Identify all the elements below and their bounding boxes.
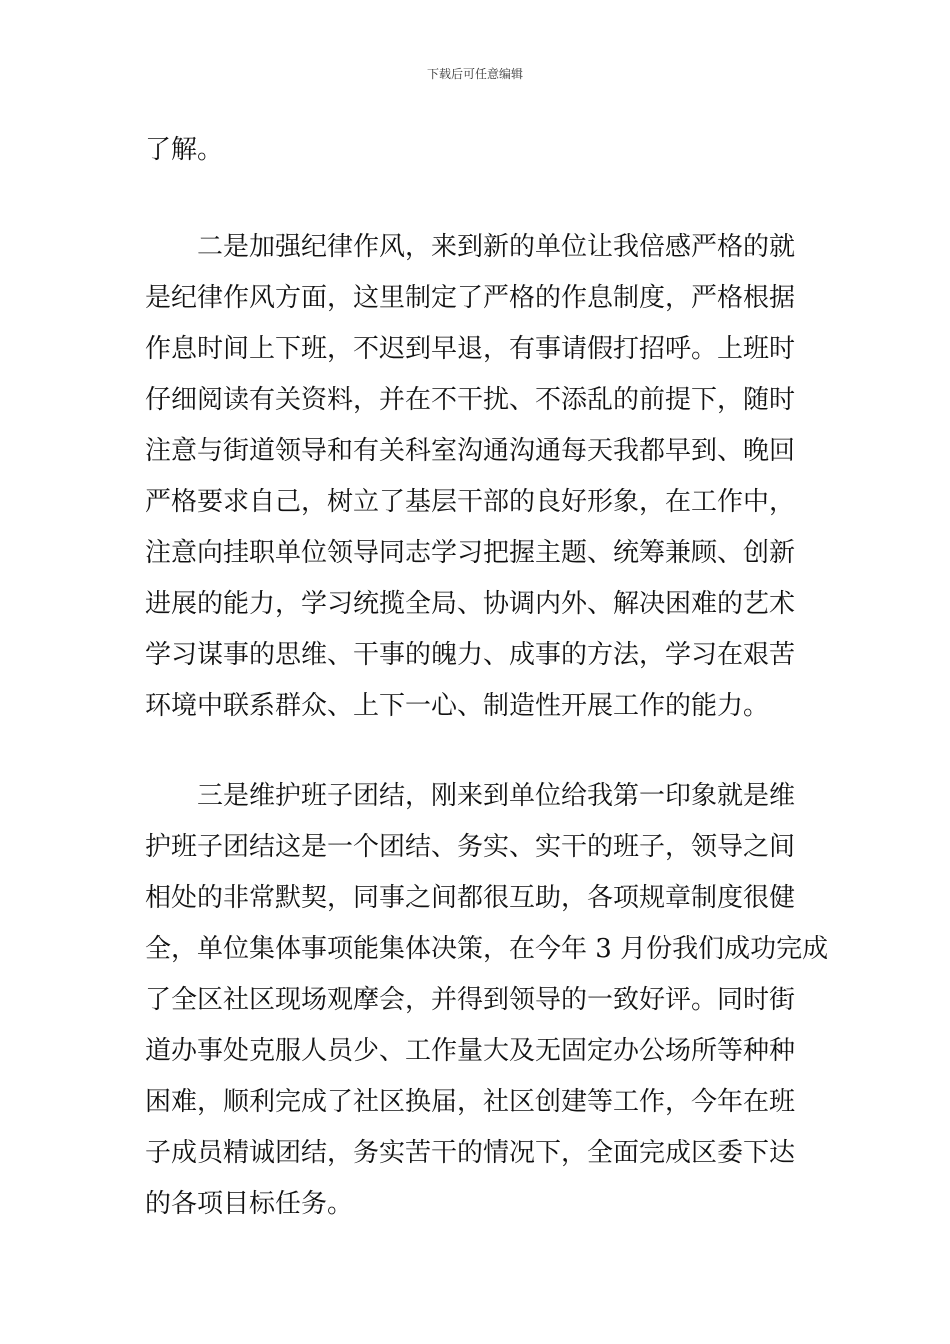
paragraph-line: 相处的非常默契，同事之间都很互助，各项规章制度很健	[145, 883, 796, 913]
paragraph-line: 作息时间上下班，不迟到早退，有事请假打招呼。上班时	[145, 334, 796, 364]
paragraph-line: 注意与街道领导和有关科室沟通沟通每天我都早到、晚回	[145, 436, 796, 466]
paragraph-line: 全，单位集体事项能集体决策，在今年 3 月份我们成功完成	[145, 934, 829, 964]
paragraph-line: 仔细阅读有关资料，并在不干扰、不添乱的前提下，随时	[145, 385, 796, 415]
paragraph-line: 了全区社区现场观摩会，并得到领导的一致好评。同时街	[145, 985, 796, 1015]
paragraph-line: 了解。	[145, 135, 224, 165]
paragraph-line: 护班子团结这是一个团结、务实、实干的班子，领导之间	[145, 832, 796, 862]
paragraph-2	[145, 222, 815, 732]
paragraph-line: 道办事处克服人员少、工作量大及无固定办公场所等种种	[145, 1036, 796, 1066]
paragraph-line: 子成员精诚团结，务实苦干的情况下，全面完成区委下达	[145, 1138, 796, 1168]
page-header: 下载后可任意编辑	[426, 67, 523, 81]
paragraph-line: 学习谋事的思维、干事的魄力、成事的方法，学习在艰苦	[145, 640, 796, 670]
paragraph-line: 的各项目标任务。	[145, 1189, 354, 1219]
paragraph-line: 注意向挂职单位领导同志学习把握主题、统筹兼顾、创新	[145, 538, 796, 568]
paragraph-line: 三是维护班子团结，刚来到单位给我第一印象就是维	[197, 781, 796, 811]
paragraph-line: 环境中联系群众、上下一心、制造性开展工作的能力。	[145, 691, 770, 721]
paragraph-3	[145, 771, 829, 1230]
paragraph-line: 是纪律作风方面，这里制定了严格的作息制度，严格根据	[145, 283, 796, 313]
paragraph-1	[145, 125, 815, 176]
paragraph-line: 进展的能力，学习统揽全局、协调内外、解决困难的艺术	[145, 589, 796, 619]
paragraph-line: 困难，顺利完成了社区换届，社区创建等工作，今年在班	[145, 1087, 796, 1117]
paragraph-line: 严格要求自己，树立了基层干部的良好形象，在工作中，	[145, 487, 796, 517]
paragraph-line: 二是加强纪律作风，来到新的单位让我倍感严格的就	[197, 232, 796, 262]
